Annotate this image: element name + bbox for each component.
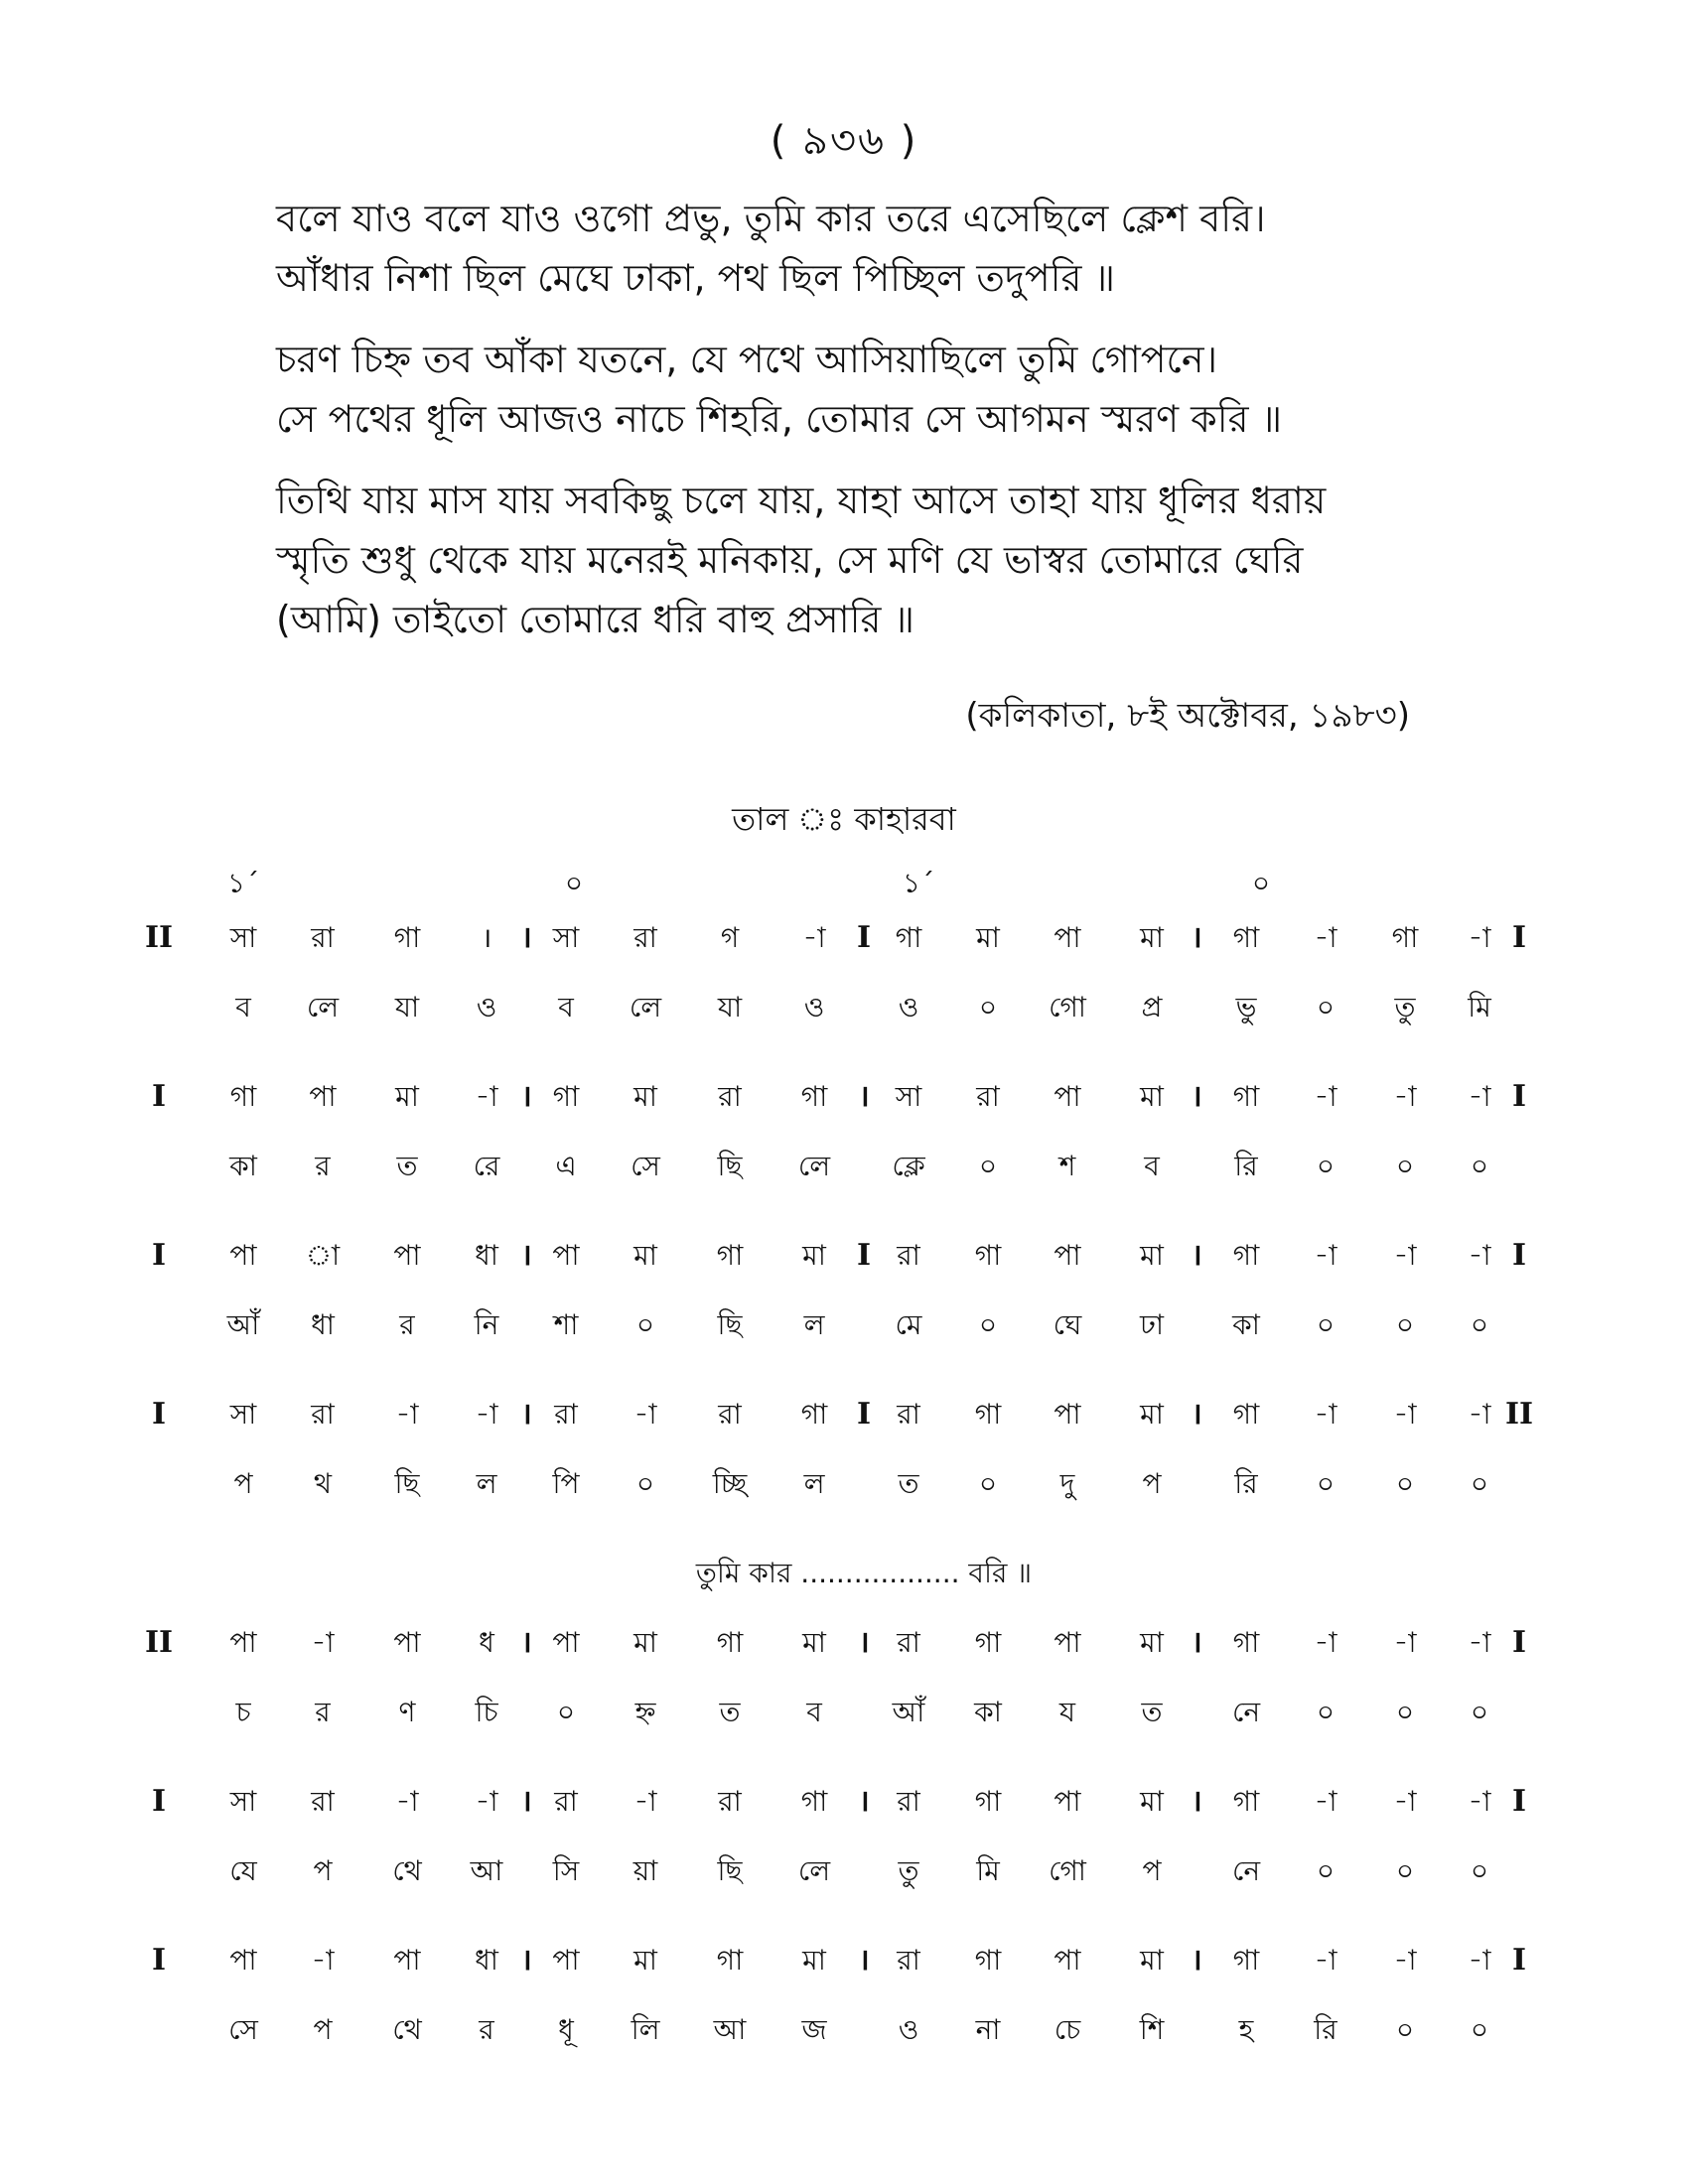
lyric-line: তিথি যায় মাস যায় সবকিছু চলে যায়, যাহা আসে তাহা যায় ধূলির ধরায় [276,478,1327,522]
lyric-syllable: ০ [1316,1854,1336,1887]
swara-note: গা [229,1080,257,1113]
swara-note: পা [552,1239,580,1272]
swara-note: মা [802,1626,826,1659]
bar-line: । [858,1784,870,1819]
lyric-syllable: ০ [1316,1696,1336,1728]
swara-note: পা [229,1944,257,1977]
swara-note: রা [897,1944,920,1977]
swara-note: পা [1054,1239,1081,1272]
lyric-syllable: ০ [978,991,998,1024]
lyric-syllable: সে [228,2013,258,2046]
lyric-syllable: ও [803,991,825,1024]
swara-note: সা [229,921,257,954]
swara-note: গা [895,921,922,954]
swara-note: মা [1140,1398,1164,1431]
lyric-syllable: ০ [1395,1854,1415,1887]
lyric-syllable: মে [895,1308,922,1341]
bar-line: । [858,1079,870,1114]
bar-line: । [520,920,532,955]
swara-note: রা [897,1626,920,1659]
swara-row [0,1067,1688,1137]
swara-note: সা [895,1080,922,1113]
lyric-syllable: ০ [1470,1308,1489,1341]
beat-mark: ০ [564,867,584,899]
bar-line: । [520,1238,532,1273]
lyric-syllable: শা [553,1308,579,1341]
lyric-syllable: ত [898,1467,919,1500]
swara-note: -া [1314,1080,1337,1113]
bar-line: । [520,1625,532,1660]
swara-note: রা [897,1398,920,1431]
lyric-syllable: য়া [633,1854,658,1887]
swara-note: -া [1393,1080,1417,1113]
lyric-syllable: কা [229,1150,257,1182]
lyric-syllable: যা [717,991,743,1024]
lyric-syllable: ০ [978,1467,998,1500]
swara-note: রা [897,1239,920,1272]
syllable-row [0,2000,1688,2072]
bar-line: । [1191,1943,1202,1978]
lyric-syllable: ত [1141,1696,1163,1728]
lyric-syllable: ও [476,991,497,1024]
lyric-syllable: ০ [978,1308,998,1341]
lyric-syllable: ছি [717,1150,743,1182]
lyric-syllable: ০ [1470,1150,1489,1182]
swara-note: -া [1393,1944,1417,1977]
lyric-syllable: ০ [1395,1467,1415,1500]
bar-line: I [151,1784,167,1819]
lyric-syllable: ০ [1316,991,1336,1024]
bar-line: II [144,1625,174,1660]
swara-note: -া [1468,1239,1491,1272]
lyric-syllable: ক্লে [892,1150,925,1182]
syllable-row [0,1454,1688,1526]
swara-row [0,1226,1688,1296]
lyric-syllable: ০ [635,1467,655,1500]
syllable-row [0,1137,1688,1208]
swara-note: -া [311,1626,335,1659]
lyric-syllable: ০ [1395,1308,1415,1341]
lyric-syllable: ব [558,991,574,1024]
bar-line: । [1191,1238,1202,1273]
lyric-syllable: চ [235,1696,251,1728]
swara-note: -া [1468,1626,1491,1659]
swara-note: রা [897,1785,920,1818]
swara-note: -া [311,1944,335,1977]
bar-line: । [1191,920,1202,955]
lyric-syllable: জ [801,2013,827,2046]
swara-note: -া [1393,1626,1417,1659]
lyric-syllable: নি [474,1308,499,1341]
lyric-syllable: থে [392,2013,422,2046]
lyric-syllable: মি [976,1854,1000,1887]
lyric-syllable: ০ [556,1696,576,1728]
swara-note: । [481,921,492,954]
lyric-syllable: প [1142,1467,1162,1500]
swara-note: রা [554,1785,578,1818]
swara-note: গা [716,1944,744,1977]
swara-note: মা [633,1626,657,1659]
lyric-syllable: ০ [1470,1854,1489,1887]
bar-line: । [858,1943,870,1978]
lyric-syllable: প [313,2013,333,2046]
swara-note: মা [1140,1239,1164,1272]
lyric-syllable: তু [898,1854,919,1887]
swara-note: -া [475,1785,498,1818]
lyric-syllable: নে [1231,1854,1261,1887]
bar-line: II [1504,1397,1534,1432]
swara-note: পা [1054,1944,1081,1977]
swara-note: পা [1054,1626,1081,1659]
lyric-syllable: ০ [1316,1467,1336,1500]
lyric-line: বলে যাও বলে যাও ওগো প্রভু, তুমি কার তরে এসেছিলে ক্লেশ বরি। [276,197,1266,240]
lyric-syllable: ও [898,2013,919,2046]
swara-note: গা [974,1785,1002,1818]
lyric-syllable: নে [1231,1696,1261,1728]
lyric-syllable: ছি [717,1854,743,1887]
swara-note: -া [1314,1626,1337,1659]
lyric-syllable: আ [470,1854,503,1887]
lyric-line: আঁধার নিশা ছিল মেঘে ঢাকা, পথ ছিল পিচ্ছিল তদুপরি ॥ [276,256,1115,300]
lyric-syllable: প [313,1854,333,1887]
lyric-syllable: ও [898,991,919,1024]
swara-note: ধা [475,1239,498,1272]
bar-line: I [1511,1943,1527,1978]
lyric-syllable: দু [1059,1467,1075,1500]
swara-note: -া [1314,1944,1337,1977]
refrain-line: তুমি কার .................. বরি ॥ [695,1557,1033,1589]
lyric-syllable: রি [1234,1150,1258,1182]
swara-note: রা [311,921,335,954]
lyric-syllable: চি [475,1696,498,1728]
syllable-row [0,1296,1688,1367]
lyric-syllable: ০ [1470,2013,1489,2046]
swara-note: মা [633,1944,657,1977]
swara-note: পা [552,1944,580,1977]
swara-note: মা [395,1080,419,1113]
lyric-syllable: র [315,1150,331,1182]
lyrics-stanza [276,330,1448,449]
lyric-syllable: হ্ন [634,1696,656,1728]
bar-line: I [856,920,872,955]
swara-note: পা [229,1239,257,1272]
bar-line: I [1511,1784,1527,1819]
lyric-line: সে পথের ধূলি আজও নাচে শিহরি, তোমার সে আগমন স্মরণ করি ॥ [276,397,1283,441]
swara-note: ধা [475,1944,498,1977]
bar-line: । [1191,1784,1202,1819]
lyric-syllable: ঘে [1053,1308,1082,1341]
swara-note: -া [1393,1239,1417,1272]
swara-note: গা [800,1080,828,1113]
lyric-syllable: ০ [1316,1150,1336,1182]
swara-note: -া [633,1785,657,1818]
swara-note: রা [718,1785,742,1818]
lyric-syllable: প [233,1467,253,1500]
lyric-syllable: আঁ [226,1308,260,1341]
lyric-syllable: কা [974,1696,1002,1728]
lyric-syllable: চ্ছি [712,1467,748,1500]
swara-note: -া [802,921,826,954]
lyrics-stanza [276,471,1448,649]
swara-note: মা [1140,1944,1164,1977]
beat-mark: ১´ [226,867,260,899]
swara-note: -া [1468,1944,1491,1977]
bar-line: । [520,1943,532,1978]
swara-note: -া [475,1398,498,1431]
swara-note: গা [716,1626,744,1659]
bar-line: I [1511,920,1527,955]
lyric-syllable: আ [713,2013,747,2046]
swara-note: মা [633,1239,657,1272]
swara-note: -া [1468,921,1491,954]
swara-note: -া [1468,1398,1491,1431]
lyric-syllable: ণ [398,1696,416,1728]
lyric-syllable: র [399,1308,415,1341]
swara-note: গা [1232,1080,1260,1113]
lyric-syllable: রি [1234,1467,1258,1500]
lyric-syllable: ০ [978,1150,998,1182]
lyric-syllable: ০ [1470,1467,1489,1500]
lyric-syllable: রে [473,1150,500,1182]
lyric-line: স্মৃতি শুধু থেকে যায় মনেরই মনিকায়, সে মণি যে ভাস্বর তোমারে ঘেরি [276,538,1304,582]
bar-line: । [520,1784,532,1819]
swara-note: মা [976,921,1000,954]
swara-note: মা [1140,1626,1164,1659]
swara-note: মা [1140,1080,1164,1113]
lyric-syllable: আঁ [892,1696,925,1728]
swara-note: গা [1232,1626,1260,1659]
syllable-row [0,1683,1688,1754]
beat-mark: ১´ [902,867,935,899]
swara-note: মা [633,1080,657,1113]
beat-mark: ০ [1251,867,1271,899]
swara-note: গা [974,1626,1002,1659]
lyric-line: (আমি) তাইতো তোমারে ধরি বাহু প্রসারি ॥ [276,598,915,641]
lyric-syllable: যা [394,991,420,1024]
swara-note: সা [229,1785,257,1818]
lyric-syllable: ০ [1395,1150,1415,1182]
swara-note: -া [1314,1785,1337,1818]
swara-note: পা [1054,1785,1081,1818]
lyric-syllable: ০ [1395,1696,1415,1728]
lyric-syllable: থ [313,1467,333,1500]
swara-note: মা [802,1944,826,1977]
swara-note: -া [475,1080,498,1113]
bar-line: । [1191,1625,1202,1660]
lyric-syllable: ০ [635,1308,655,1341]
lyric-syllable: লে [629,991,662,1024]
swara-note: মা [1140,921,1164,954]
bar-line: II [144,920,174,955]
swara-row [0,1385,1688,1454]
lyric-syllable: না [975,2013,1001,2046]
lyric-syllable: ব [806,1696,822,1728]
swara-note: রা [718,1398,742,1431]
bar-line: । [520,1397,532,1432]
lyric-syllable: ব [235,991,251,1024]
swara-note: সা [229,1398,257,1431]
swara-note: গা [1391,921,1419,954]
beat-marks [0,854,1688,908]
swara-note: -া [1393,1785,1417,1818]
swara-note: পা [1054,1398,1081,1431]
lyric-syllable: হ [1238,2013,1254,2046]
lyric-syllable: শ [1058,1150,1076,1182]
lyric-syllable: ভু [1235,991,1257,1024]
swara-row [0,1772,1688,1842]
notation-section-1 [0,908,1688,1544]
swara-note: গা [1232,1785,1260,1818]
swara-note: মা [1140,1785,1164,1818]
lyric-syllable: লে [797,1854,831,1887]
bar-line: I [151,1943,167,1978]
bar-line: I [151,1397,167,1432]
swara-note: পা [552,1626,580,1659]
lyric-syllable: চে [1054,2013,1081,2046]
bar-line: । [520,1079,532,1114]
lyric-syllable: র [315,1696,331,1728]
lyric-syllable: এ [555,1150,577,1182]
lyric-syllable: ছি [717,1308,743,1341]
swara-note: গা [1232,1239,1260,1272]
lyric-syllable: ত [396,1150,418,1182]
swara-note: রা [311,1398,335,1431]
lyric-syllable: তু [1394,991,1416,1024]
bar-line: I [1511,1079,1527,1114]
bar-line: I [856,1238,872,1273]
bar-line: । [1191,1079,1202,1114]
lyric-syllable: প [1142,1854,1162,1887]
swara-note: রা [976,1080,1000,1113]
page-number: ( ৯৩৬ ) [770,118,918,164]
syllable-row [0,1842,1688,1913]
lyric-syllable: ত [719,1696,741,1728]
swara-note: -া [1393,1398,1417,1431]
lyric-syllable: লি [631,2013,660,2046]
swara-note: -া [1314,1239,1337,1272]
swara-note: পা [229,1626,257,1659]
lyrics-block [276,189,1448,671]
lyric-syllable: রি [1314,2013,1337,2046]
tala-heading: তাল ঃ কাহারবা [732,800,956,838]
swara-note: রা [554,1398,578,1431]
lyric-syllable: ধা [311,1308,335,1341]
lyrics-stanza [276,189,1448,308]
bar-line: । [858,1625,870,1660]
swara-note: -া [633,1398,657,1431]
swara-note: গা [800,1785,828,1818]
lyric-syllable: শি [1139,2013,1165,2046]
bar-line: I [151,1238,167,1273]
swara-note: -া [1468,1785,1491,1818]
swara-note: রা [718,1080,742,1113]
lyric-syllable: ০ [1316,1308,1336,1341]
swara-note: রা [633,921,657,954]
lyric-syllable: থে [392,1854,422,1887]
notation-section-2 [0,1613,1688,2090]
swara-row [0,1613,1688,1683]
lyric-syllable: গো [1049,991,1086,1024]
lyric-syllable: লে [306,991,340,1024]
lyric-syllable: লে [797,1150,831,1182]
lyric-line: চরণ চিহ্ন তব আঁকা যতনে, যে পথে আসিয়াছিলে তুমি গোপনে। [276,338,1218,381]
swara-note: গা [974,1239,1002,1272]
bar-line: I [856,1397,872,1432]
lyric-syllable: ০ [1395,2013,1415,2046]
swara-note: -া [1468,1080,1491,1113]
swara-note: সা [552,921,580,954]
lyric-syllable: মি [1468,991,1491,1024]
lyric-syllable: গো [1049,1854,1086,1887]
swara-note: -া [1314,921,1337,954]
swara-note: গা [1232,1398,1260,1431]
bar-line: I [151,1079,167,1114]
swara-note: গা [393,921,421,954]
notation-block [0,854,1688,2090]
swara-note: া [305,1239,341,1272]
lyric-syllable: য [1058,1696,1076,1728]
lyric-syllable: পি [552,1467,580,1500]
bar-line: I [1511,1238,1527,1273]
swara-note: গা [974,1398,1002,1431]
swara-note: -া [1314,1398,1337,1431]
source-date: (কলিকাতা, ৮ই অক্টোবর, ১৯৮৩) [965,696,1410,736]
bar-line: । [1191,1397,1202,1432]
swara-note: পা [393,1626,421,1659]
swara-note: গ [720,921,740,954]
lyric-syllable: যে [229,1854,257,1887]
swara-note: গা [800,1398,828,1431]
lyric-syllable: র [479,2013,494,2046]
syllable-row [0,978,1688,1049]
swara-note: -া [395,1398,419,1431]
lyric-syllable: ছি [394,1467,420,1500]
swara-note: মা [802,1239,826,1272]
swara-note: পা [1054,1080,1081,1113]
lyric-syllable: ধূ [558,2013,574,2046]
swara-note: পা [393,1944,421,1977]
swara-note: গা [1232,1944,1260,1977]
swara-row [0,1931,1688,2000]
swara-note: পা [393,1239,421,1272]
lyric-syllable: ল [476,1467,497,1500]
lyric-syllable: প্র [1141,991,1163,1024]
swara-note: পা [309,1080,337,1113]
lyric-syllable: ঢা [1140,1308,1164,1341]
swara-note: ধ [479,1626,494,1659]
swara-note: রা [311,1785,335,1818]
swara-note: গা [974,1944,1002,1977]
lyric-syllable: কা [1232,1308,1260,1341]
bar-line: I [1511,1625,1527,1660]
lyric-syllable: ল [803,1308,825,1341]
swara-note: -া [395,1785,419,1818]
swara-row [0,908,1688,978]
swara-note: পা [1054,921,1081,954]
lyric-syllable: ০ [1470,1696,1489,1728]
swara-note: গা [716,1239,744,1272]
lyric-syllable: সে [631,1150,660,1182]
lyric-syllable: সি [552,1854,580,1887]
swara-note: গা [552,1080,580,1113]
swara-note: গা [1232,921,1260,954]
lyric-syllable: ল [803,1467,825,1500]
lyric-syllable: ব [1144,1150,1160,1182]
